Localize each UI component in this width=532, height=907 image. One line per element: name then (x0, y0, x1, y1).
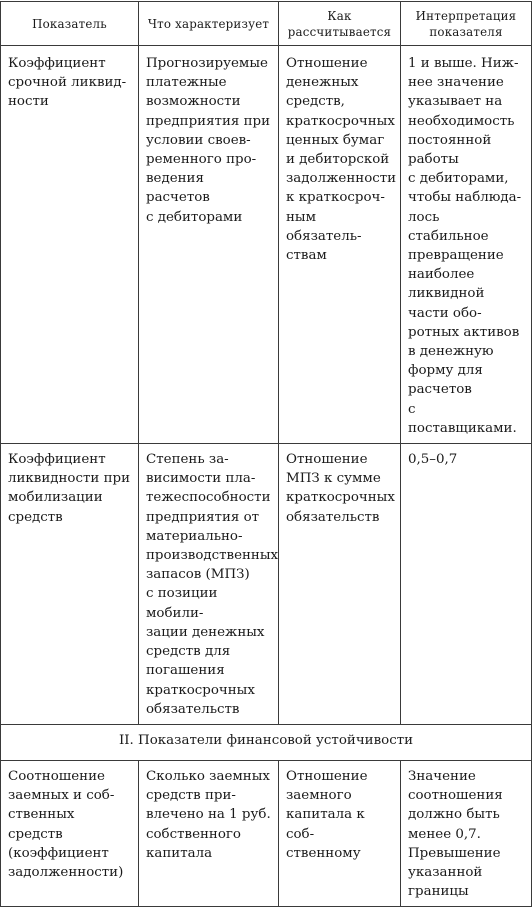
cell-interpretation: Значение соотношения должно быть менее 0,7. Превышение указанной границы (401, 760, 532, 906)
section-row (1, 724, 532, 760)
table-row (1, 760, 532, 906)
table-row (1, 444, 532, 725)
cell-calculation: Отношение денежных средств, краткосрочных ценных бумаг и дебиторской задолженности к краткосроч- ным обязатель- ствам (279, 46, 401, 444)
table-body (1, 46, 532, 907)
cell-interpretation: 0,5–0,7 (401, 444, 532, 725)
cell-characterizes: Прогнозируемые платежные возможности предприятия при условии своев- ременного про- ведения расчетов с дебиторами (139, 46, 279, 444)
header-indicator: Показатель (1, 2, 139, 46)
header-calculation: Как рассчитывается (279, 2, 401, 46)
indicators-table (0, 1, 532, 907)
table-header (1, 2, 532, 46)
cell-characterizes: Сколько заемных средств при- влечено на 1 руб. собственного капитала (139, 760, 279, 906)
cell-calculation: Отношение МПЗ к сумме краткосрочных обязательств (279, 444, 401, 725)
cell-indicator: Коэффициент срочной ликвид- ности (1, 46, 139, 444)
cell-indicator: Соотношение заемных и соб- ственных средств (коэффициент задолженности) (1, 760, 139, 906)
table-row (1, 46, 532, 444)
cell-indicator: Коэффициент ликвидности при мобилизации средств (1, 444, 139, 725)
header-row (1, 2, 532, 46)
section-title: II. Показатели финансовой устойчивости (1, 724, 532, 760)
header-interpretation: Интерпретация показателя (401, 2, 532, 46)
cell-interpretation: 1 и выше. Ниж- нее значение указывает на необходимость постоянной работы с дебиторами, чтобы наблюда- лось стабильное превращение наиболее ликвидной части обо- ротных активов в денежную форму для расчетов с поставщиками. (401, 46, 532, 444)
header-characterizes: Что характеризует (139, 2, 279, 46)
cell-characterizes: Степень за- висимости пла- тежеспособности предприятия от материально- производственных запасов (МПЗ) с позиции мобили- зации денежных средств для погашения краткосрочных обязательств (139, 444, 279, 725)
cell-calculation: Отношение заемного капитала к соб- ственному (279, 760, 401, 906)
